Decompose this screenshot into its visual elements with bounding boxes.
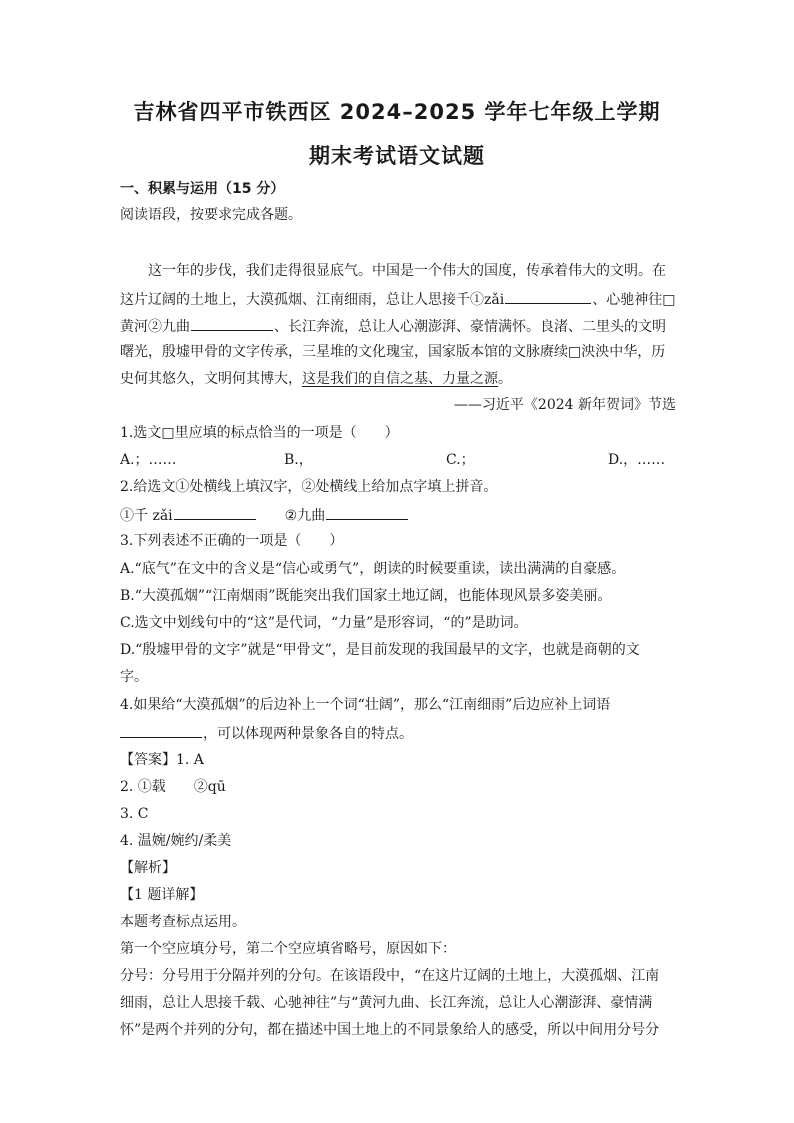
question-2-item-2: ②九曲 (284, 508, 326, 524)
question-3-option-d-line1: D.“殷墟甲骨的文字”就是“甲骨文”，是目前发现的我国最早的文字，也就是商朝的文 (120, 642, 640, 658)
passage-line-2-b: 、心驰神往□ (592, 292, 676, 308)
analysis-paragraph-3: 分号：分号用于分隔并列的分句。在该语段中，“在这片辽阔的土地上，大漠孤烟、江南 (120, 968, 660, 984)
question-2-blanks (120, 505, 676, 525)
question-2-item-1: ①千 zǎi (120, 508, 173, 524)
section-heading: 一、积累与运用（15 分） (120, 181, 285, 197)
blank-1 (505, 289, 591, 304)
analysis-paragraph-2: 第一个空应填分号，第二个空应填省略号，原因如下： (120, 941, 456, 957)
passage-line-3-a: 黄河②九曲 (120, 319, 190, 335)
section-instruction: 阅读语段，按要求完成各题。 (120, 207, 302, 223)
passage-line-4: 曙光，殷墟甲骨的文字传承，三星堆的文化瑰宝，国家版本馆的文脉赓续□泱泱中华，历 (120, 344, 666, 360)
analysis-paragraph-1: 本题考查标点运用。 (120, 914, 246, 930)
question-3-option-a: A.“底气”在文中的含义是“信心或勇气”，朗读的时候要重读，读出满满的自豪感。 (120, 561, 626, 577)
question-4-line2 (120, 723, 676, 743)
passage-line-2-a: 这片辽阔的土地上，大漠孤烟、江南细雨，总让人思接千①zǎi (120, 292, 505, 308)
question-1-option-c: C.； (446, 452, 475, 468)
document-title-line1: 吉林省四平市铁西区 2024–2025 学年七年级上学期 (133, 100, 661, 124)
analysis-heading: 【解析】 (120, 860, 176, 876)
answer-blank-1 (174, 505, 256, 520)
passage-line-3 (120, 316, 676, 336)
analysis-q1-heading: 【1 题详解】 (120, 887, 204, 903)
answer-blank-3 (120, 723, 202, 738)
question-3-option-d-line2: 字。 (120, 669, 148, 685)
passage-line-1: 这一年的步伐，我们走得很显底气。中国是一个伟大的国度，传承着伟大的文明。在 (148, 263, 666, 279)
answer-4: 4. 温婉/婉约/柔美 (120, 833, 232, 849)
passage-line-5 (120, 370, 676, 388)
passage-line-5-a: 史何其悠久，文明何其博大， (120, 371, 302, 387)
analysis-paragraph-5: 怀”是两个并列的分句，都在描述中国土地上的不同景象给人的感受，所以中间用分号分 (120, 1022, 660, 1038)
answer-1: 【答案】1. A (120, 752, 204, 768)
passage-line-5-c: 。 (498, 371, 512, 387)
question-1-stem: 1.选文□里应填的标点恰当的一项是（ ） (120, 425, 399, 441)
document-title-line2: 期末考试语文试题 (309, 144, 485, 168)
question-4-line1: 4.如果给“大漠孤烟”的后边补上一个词“壮阔”，那么“江南细雨”后边应补上词语 (120, 697, 611, 713)
answer-3: 3. C (120, 806, 149, 822)
answer-blank-2 (326, 505, 408, 520)
question-2-stem: 2.给选文①处横线上填汉字，②处横线上给加点字填上拼音。 (120, 479, 498, 495)
question-1-option-d: D.，…… (608, 452, 666, 468)
passage-line-2 (120, 289, 676, 309)
question-3-option-c: C.选文中划线句中的“这”是代词，“力量”是形容词，“的”是助词。 (120, 615, 528, 631)
blank-2 (191, 316, 273, 331)
question-4-line2-text: ，可以体现两种景象各自的特点。 (203, 726, 413, 742)
underlined-sentence: 这是我们的自信之基、力量之源 (302, 371, 498, 387)
question-1-option-a: A.；…… (120, 452, 177, 468)
analysis-paragraph-4: 细雨，总让人思接千载、心驰神往”与“黄河九曲、长江奔流，总让人心潮澎湃、豪情满 (120, 995, 653, 1011)
question-1-option-b: B.， (284, 452, 313, 468)
answer-2: 2. ①载 ②qū (120, 779, 226, 795)
question-3-option-b: B.“大漠孤烟”“江南烟雨”既能突出我们国家土地辽阔，也能体现风景多姿美丽。 (120, 588, 612, 604)
question-3-stem: 3.下列表述不正确的一项是（ ） (120, 533, 344, 549)
passage-source: ——习近平《2024 新年贺词》节选 (453, 397, 676, 413)
passage-line-3-b: 、长江奔流，总让人心潮澎湃、豪情满怀。良渚、二里头的文明 (274, 319, 666, 335)
